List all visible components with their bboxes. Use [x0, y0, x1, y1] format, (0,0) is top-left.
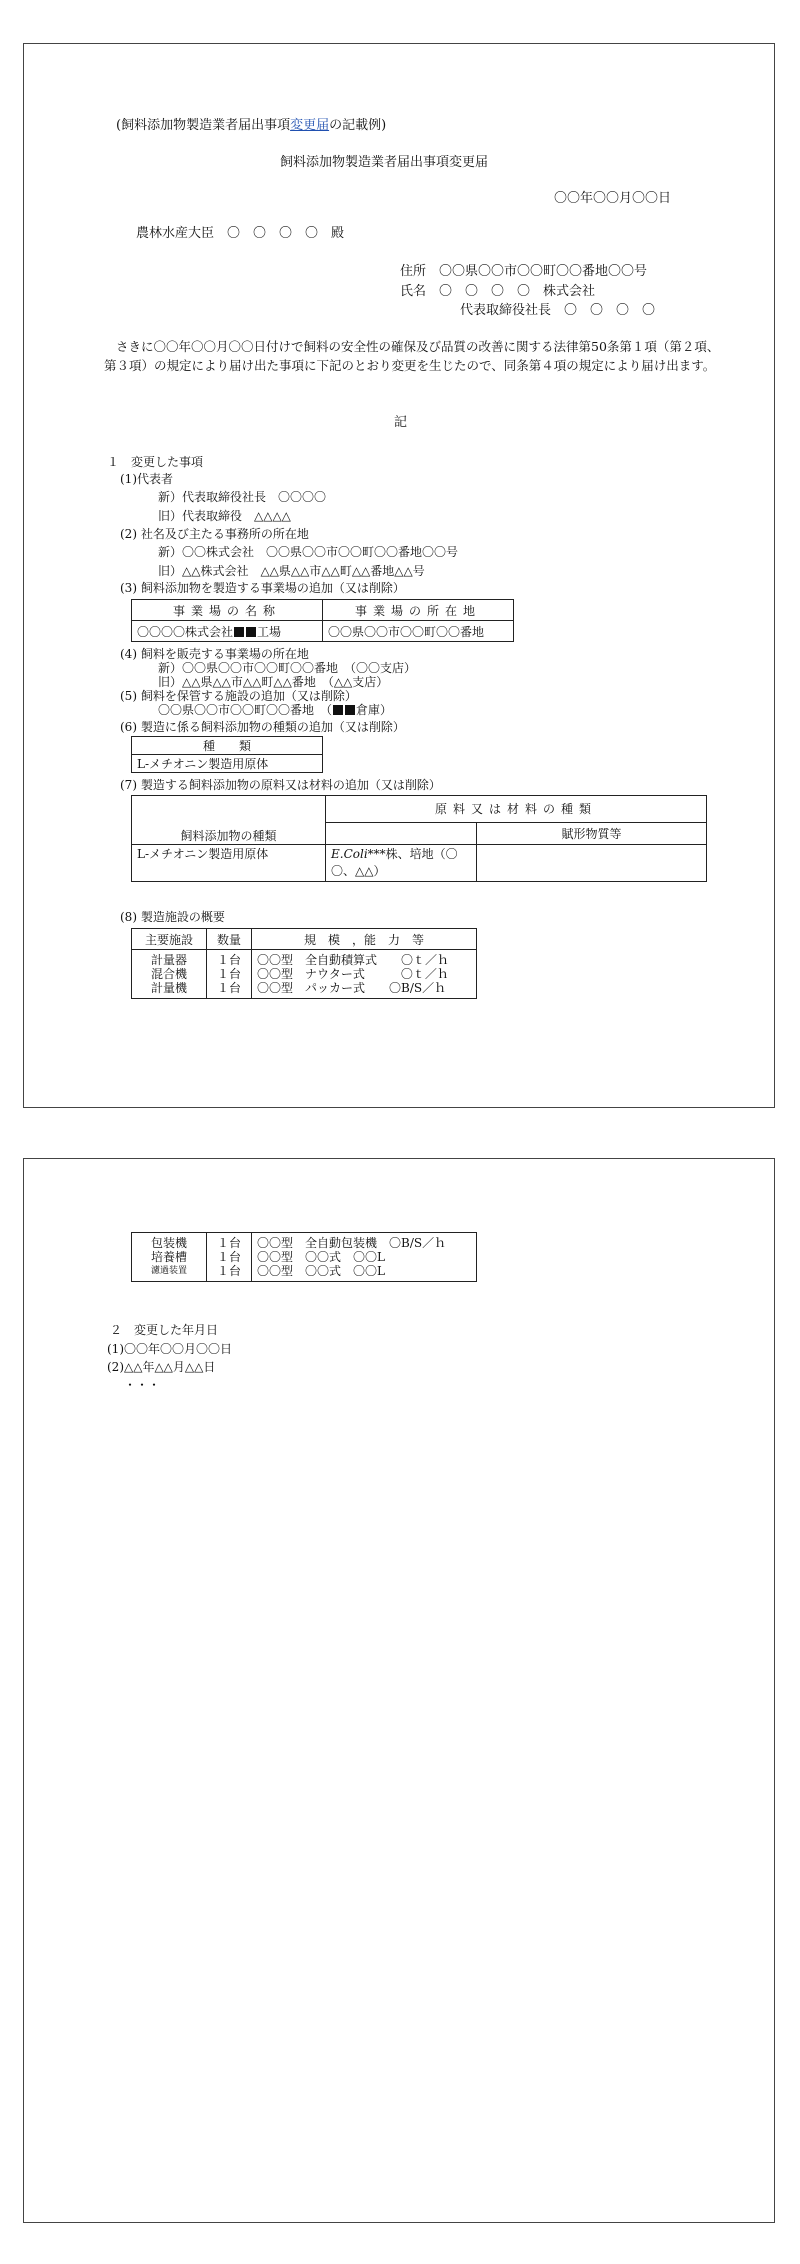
item-5-heading: (5) 飼料を保管する施設の追加（又は削除） — [120, 689, 357, 703]
item-2-heading: (2) 社名及び主たる事務所の所在地 — [120, 527, 309, 541]
facility-spec: 〇〇型 〇〇式 〇〇L — [257, 1250, 385, 1264]
facility-qty-cell — [207, 1233, 252, 1282]
raw-material-right-header: 賦形物質等 — [477, 822, 707, 844]
facility-spec-cell — [252, 1233, 477, 1282]
raw-material-excipient-cell — [477, 845, 707, 882]
facility-address-cell: 〇〇県〇〇市〇〇町〇〇番地 — [323, 621, 514, 642]
facility-table — [131, 599, 514, 642]
facility-qty: １台 — [216, 953, 241, 967]
ki-heading: 記 — [394, 415, 408, 430]
item-2-old: 旧）△△株式会社 △△県△△市△△町△△番地△△号 — [158, 564, 425, 578]
facility-qty: １台 — [216, 1236, 241, 1250]
raw-material-top-header: 原料又は材料の種類 — [326, 796, 707, 823]
section-1-heading: １ 変更した事項 — [107, 455, 204, 469]
facility-name: 濾過装置 — [150, 1266, 187, 1276]
facility-qty: １台 — [216, 967, 241, 981]
redacted-mark — [246, 627, 256, 637]
facility-name: 計量器 — [150, 953, 187, 967]
facility-col-header: 主要施設 — [132, 929, 207, 950]
quantity-col-header: 数量 — [207, 929, 252, 950]
item-4-heading: (4) 飼料を販売する事業場の所在地 — [120, 647, 309, 661]
redacted-mark — [234, 627, 244, 637]
facility-names-cell — [132, 950, 207, 999]
change-date-2: (2)△△年△△月△△日 — [107, 1360, 216, 1374]
raw-material-additive-cell: L-メチオニン製造用原体 — [132, 845, 326, 882]
section-2-heading: ２ 変更した年月日 — [110, 1323, 219, 1337]
facility-qty-cell — [207, 950, 252, 999]
spec-col-header: 規 模 ，能 力 等 — [252, 929, 477, 950]
body-paragraph: さきに〇〇年〇〇月〇〇日付けで飼料の安全性の確保及び品質の改善に関する法律第50条第１項（第２項、第３項）の規定により届け出た事項に下記のとおり変更を生じたので、同条第４項の規定により届け出ます。 — [104, 339, 720, 373]
facility-spec: 〇〇型 全自動包装機 〇B/S／ｈ — [257, 1236, 447, 1250]
additive-type-cell: L-メチオニン製造用原体 — [132, 755, 323, 773]
facility-spec: 〇〇型 ナウター式 〇ｔ／ｈ — [257, 967, 449, 981]
item-4-old: 旧）△△県△△市△△町△△番地 （△△支店） — [158, 675, 389, 689]
item-7-heading: (7) 製造する飼料添加物の原料又は材料の追加（又は削除） — [120, 778, 441, 792]
facility-overview-table-continued — [131, 1232, 477, 1282]
facility-name: 培養槽 — [150, 1250, 187, 1264]
item-4-new: 新）〇〇県〇〇市〇〇町〇〇番地 （〇〇支店） — [158, 661, 417, 675]
facility-spec: 〇〇型 全自動積算式 〇ｔ／ｈ — [257, 953, 450, 967]
change-notice-link[interactable]: 変更届 — [290, 118, 330, 133]
item-8-heading: (8) 製造施設の概要 — [120, 910, 225, 924]
facility-name-cell: 〇〇〇〇株式会社 工場 — [132, 621, 323, 642]
additive-type-table — [131, 736, 323, 773]
item-1-heading: (1)代表者 — [120, 472, 173, 486]
raw-material-left-header: 飼料添加物の種類 — [132, 796, 326, 845]
example-note: (飼料添加物製造業者届出事項変更届の記載例) — [116, 118, 387, 133]
item-6-heading: (6) 製造に係る飼料添加物の種類の追加（又は削除） — [120, 720, 405, 734]
change-date-1: (1)〇〇年〇〇月〇〇日 — [107, 1342, 232, 1356]
item-3-heading: (3) 飼料添加物を製造する事業場の追加（又は削除） — [120, 581, 405, 595]
facility-name: 包装機 — [150, 1236, 187, 1250]
redacted-mark — [333, 705, 343, 715]
document-page-1 — [23, 43, 775, 1108]
item-1-old: 旧）代表取締役 △△△△ — [158, 509, 291, 523]
facility-qty: １台 — [216, 1250, 241, 1264]
document-page-2 — [23, 1158, 775, 2223]
item-5-line: 〇〇県〇〇市〇〇町〇〇番地 （ 倉庫） — [158, 703, 393, 717]
item-2-new: 新）〇〇株式会社 〇〇県〇〇市〇〇町〇〇番地〇〇号 — [158, 545, 459, 559]
facility-name: 混合機 — [150, 967, 187, 981]
raw-material-material-cell: E.Coli***株、培地（〇〇、△△） — [326, 845, 477, 882]
raw-material-table — [131, 795, 707, 882]
continuation-dots: ・・・ — [124, 1378, 161, 1392]
item-1-new: 新）代表取締役社長 〇〇〇〇 — [158, 490, 327, 504]
facility-overview-table — [131, 928, 477, 999]
facility-spec: 〇〇型 パッカー式 〇B/S／ｈ — [257, 981, 447, 995]
applicant-address: 住所 〇〇県〇〇市〇〇町〇〇番地〇〇号 — [400, 264, 648, 279]
facility-name-header: 事業場の名称 — [132, 600, 323, 621]
facility-address-header: 事業場の所在地 — [323, 600, 514, 621]
applicant-name: 氏名 〇 〇 〇 〇 株式会社 — [400, 284, 596, 299]
document-date: 〇〇年〇〇月〇〇日 — [554, 191, 672, 206]
applicant-representative: 代表取締役社長 〇 〇 〇 〇 — [460, 303, 656, 318]
facility-name: 計量機 — [150, 981, 187, 995]
facility-qty: １台 — [216, 1264, 241, 1278]
facility-names-cell — [132, 1233, 207, 1282]
raw-material-empty-header — [326, 822, 477, 844]
additive-type-header: 種 類 — [132, 737, 323, 755]
document-title: 飼料添加物製造業者届出事項変更届 — [280, 155, 489, 170]
addressee: 農林水産大臣 〇 〇 〇 〇 殿 — [136, 226, 345, 241]
facility-spec: 〇〇型 〇〇式 〇〇L — [257, 1264, 385, 1278]
facility-qty: １台 — [216, 981, 241, 995]
redacted-mark — [345, 705, 355, 715]
facility-spec-cell — [252, 950, 477, 999]
